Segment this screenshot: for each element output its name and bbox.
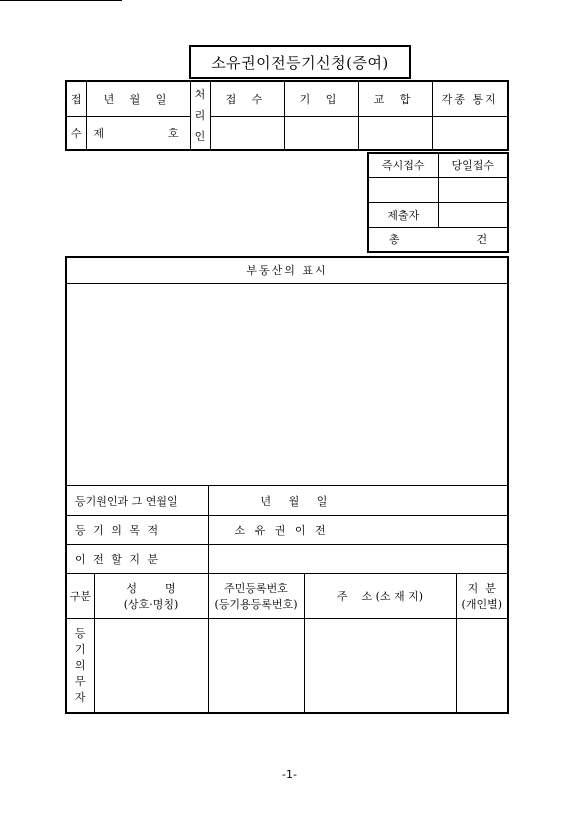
property-header: 부동산의 표시 — [66, 257, 508, 283]
total-label-right: 건 — [476, 233, 488, 247]
processing-label — [190, 81, 210, 150]
col-share-line2: (개인별) — [461, 597, 503, 611]
page-number: -1- — [282, 768, 297, 781]
obligor-name-cell[interactable] — [94, 619, 208, 713]
processing-char: 인 — [194, 130, 206, 143]
obligor-address-cell[interactable] — [304, 619, 456, 713]
processing-char: 리 — [194, 109, 206, 122]
col-address-header: 주 소 (소 재 지) — [304, 573, 456, 618]
col-share-header — [456, 573, 508, 618]
col-name-line1: 성 명 — [126, 581, 176, 595]
col-name-header — [94, 573, 208, 618]
instant-receipt-cell[interactable] — [368, 177, 438, 202]
submitter-cell[interactable] — [438, 202, 508, 227]
obligor-label — [66, 619, 94, 713]
purpose-label: 등 기 의 목 적 — [66, 515, 208, 544]
obligor-char: 등 — [74, 626, 86, 640]
obligor-share-cell[interactable] — [456, 619, 508, 713]
purpose-text: 소 유 권 이 전 — [234, 523, 329, 537]
col-collation: 교 합 — [358, 81, 432, 116]
same-day-receipt-cell[interactable] — [438, 177, 508, 202]
col-id-line2: (등기용등록번호) — [214, 597, 298, 611]
notification-cell[interactable] — [432, 116, 508, 150]
col-reception: 접 수 — [210, 81, 284, 116]
main-form-table — [65, 256, 509, 714]
total-label-left: 총 — [388, 233, 400, 247]
col-type-header: 구분 — [66, 573, 94, 618]
col-id-line1: 주민등록번호 — [224, 581, 288, 595]
col-entry: 기 입 — [284, 81, 358, 116]
property-description-area[interactable] — [66, 283, 508, 486]
top-rule — [0, 0, 122, 1]
col-id-header — [208, 573, 304, 618]
col-notification: 각종 통지 — [432, 81, 508, 116]
col-share-line1: 지 분 — [467, 581, 496, 595]
receipt-table — [65, 80, 509, 151]
total-row — [368, 227, 508, 252]
processing-char: 처 — [194, 88, 206, 101]
col-name-line2: (상호·명칭) — [123, 597, 179, 611]
submitter-label: 제출자 — [368, 202, 438, 227]
submission-table — [367, 152, 509, 253]
same-day-receipt-label: 당일접수 — [438, 153, 508, 177]
share-value[interactable] — [208, 544, 508, 573]
entry-cell[interactable] — [284, 116, 358, 150]
obligor-char: 의 — [74, 658, 86, 672]
obligor-id-cell[interactable] — [208, 619, 304, 713]
cause-label: 등기원인과 그 연월일 — [66, 486, 208, 515]
reception-cell[interactable] — [210, 116, 284, 150]
reception-char-2: 수 — [66, 116, 86, 150]
obligor-char: 기 — [74, 642, 86, 656]
collation-cell[interactable] — [358, 116, 432, 150]
instant-receipt-label: 즉시접수 — [368, 153, 438, 177]
reception-date-label: 년 월 일 — [86, 81, 190, 116]
purpose-value[interactable] — [208, 515, 508, 544]
reception-char-1: 접 — [66, 81, 86, 116]
cause-value[interactable] — [208, 486, 508, 515]
cause-date-text: 년 월 일 — [260, 494, 328, 508]
form-title: 소유권이전등기신청(증여) — [189, 45, 411, 79]
share-label: 이 전 할 지 분 — [66, 544, 208, 573]
obligor-char: 자 — [74, 690, 86, 704]
reception-number-label: 제 호 — [86, 116, 190, 150]
obligor-char: 무 — [74, 674, 86, 688]
